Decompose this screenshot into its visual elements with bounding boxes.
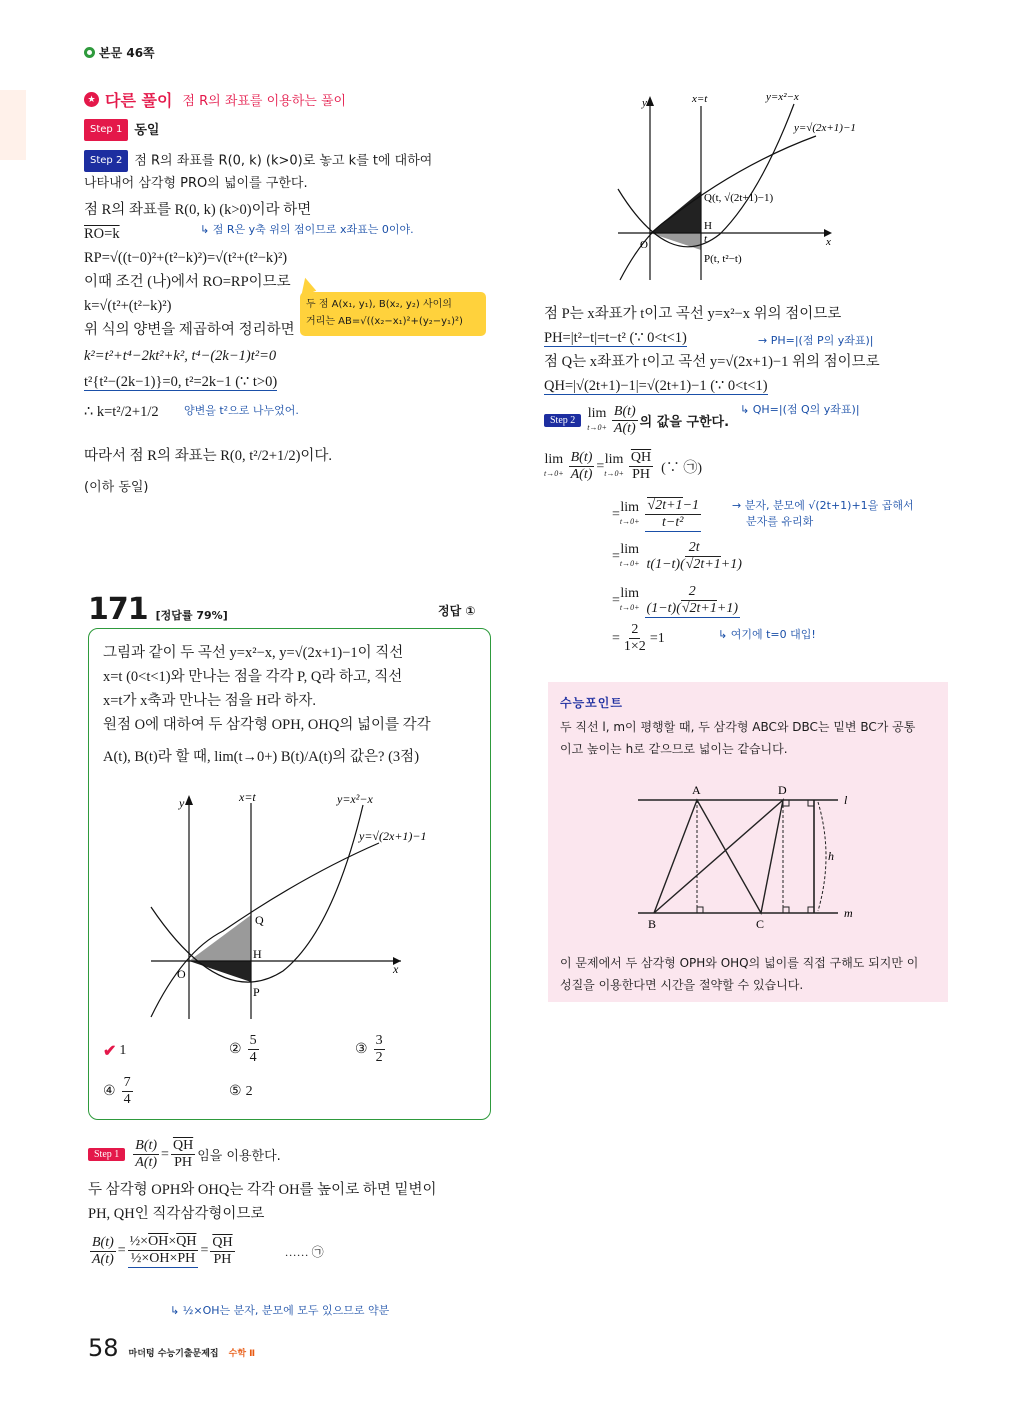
point-box: 수능포인트 두 직선 l, m이 평행할 때, 두 삼각형 ABC와 DBC는 밑변 BC가 공통 이고 높이는 h로 같으므로 넓이는 같습니다. A D B C l m h 이 문제에서 두 삼각형 OPH와 OHQ의 넓이를 직접 구해도 되지만 이 성질을 이용한다면 시간을 절약할 수 있습니다. bbox=[548, 682, 948, 1002]
star-icon: ★ bbox=[84, 92, 99, 107]
footer: 58 마더텅 수능기출문제집 수학 Ⅱ bbox=[88, 1334, 256, 1362]
svg-text:P(t, t²−t): P(t, t²−t) bbox=[704, 253, 742, 265]
math-line: 점 R의 좌표를 R(0, k) (k>0)이라 하면 bbox=[84, 202, 312, 218]
svg-text:m: m bbox=[844, 906, 853, 920]
note-r-yaxis: ↳ 점 R은 y축 위의 점이므로 x좌표는 0이야. bbox=[200, 223, 414, 236]
svg-text:x=t: x=t bbox=[239, 790, 256, 804]
distance-callout: 두 점 A(x₁, y₁), B(x₂, y₂) 사이의 거리는 AB=√((x₂−x₁)²+(y₂−y₁)²) bbox=[300, 292, 486, 336]
alt-step1: Step 1 동일 bbox=[84, 119, 159, 141]
math-line: t²{t²−(2k−1)}=0, t²=2k−1 (∵ t>0) bbox=[84, 374, 278, 390]
svg-text:H: H bbox=[253, 947, 262, 961]
problem-text: x=t (0<t<1)와 만나는 점을 각각 P, Q라 하고, 직선 bbox=[103, 669, 403, 685]
svg-text:O: O bbox=[640, 239, 648, 251]
check-icon: ✔ bbox=[103, 1043, 117, 1060]
solution-step2: Step 2 lim t→0+ $\frac{B(t)}{A(t)}$ 의 값을 구한다. bbox=[544, 404, 729, 437]
note-ph: → PH=|(점 P의 y좌표)| bbox=[758, 334, 874, 347]
math-line: k²=t²+t⁴−2kt²+k², t⁴−(2k−1)t²=0 bbox=[84, 348, 277, 364]
note-cancel: ↳ ½×OH는 분자, 분모에 모두 있으므로 약분 bbox=[170, 1304, 390, 1317]
parallel-lines-diagram bbox=[620, 774, 870, 934]
choice-3[interactable]: ③ $\frac{3}{2}$ bbox=[355, 1033, 383, 1065]
choice-1[interactable]: ✔ 1 bbox=[103, 1043, 127, 1060]
problem-text: A(t), B(t)라 할 때, lim(t→0+) B(t)/A(t)의 값은? (3점) bbox=[103, 749, 420, 765]
svg-text:B: B bbox=[648, 917, 657, 931]
problem-box bbox=[88, 628, 491, 1120]
math-line: (이하 동일) bbox=[84, 480, 149, 495]
answer-label: 정답 ① bbox=[438, 604, 476, 618]
page-ref: 본문 46쪽 bbox=[84, 44, 155, 61]
problem-graph bbox=[93, 781, 493, 1021]
problem-number: 171 [정답률 79%] bbox=[88, 592, 228, 627]
point-box-title: 수능포인트 bbox=[560, 696, 623, 710]
ratio-equation: $\frac{B(t)}{A(t)}$ = $\frac{\frac{1}{2}\times\overline{OH}\times\overline{QH}}{\frac{1}{2}\times\overline{OH}\times\overline{PH}}$ = $\frac{\overline{QH}}{PH}$ …… ㉠ bbox=[92, 1234, 324, 1267]
circle-icon bbox=[84, 47, 95, 58]
svg-text:h: h bbox=[828, 849, 834, 863]
note-rationalize: → 분자, 분모에 √(2t+1)+1을 곱해서 분자를 유리화 bbox=[732, 499, 914, 528]
svg-text:y: y bbox=[179, 796, 185, 810]
note-qh: ↳ QH=|(점 Q의 y좌표)| bbox=[740, 403, 860, 416]
choice-4[interactable]: ④ $\frac{7}{4}$ bbox=[103, 1075, 131, 1107]
note-substitute: ↳ 여기에 t=0 대입! bbox=[718, 628, 816, 641]
limit-line-1: lim t→0+ $\frac{B(t)}{A(t)}$ = lim t→0+ $\frac{\overline{QH}}{PH}$ (∵ ㉠) bbox=[544, 450, 702, 482]
math-line: PH=|t²−t|=t−t² (∵ 0<t<1) bbox=[544, 330, 687, 346]
svg-text:t: t bbox=[704, 233, 708, 245]
solution-graph bbox=[610, 84, 910, 284]
svg-text:y=x²−x: y=x²−x bbox=[337, 792, 373, 806]
alt-step2-cont: 나타내어 삼각형 PRO의 넓이를 구한다. bbox=[84, 176, 308, 191]
solution-text: 두 삼각형 OPH와 OHQ는 각각 OH를 높이로 하면 밑변이 bbox=[88, 1182, 437, 1198]
math-line: ∴ k=t²/2+1/2 bbox=[84, 404, 159, 420]
step1-badge: Step 1 bbox=[84, 119, 128, 141]
limit-result: = $\frac{2}{1\times 2}$ =1 bbox=[612, 622, 665, 654]
limit-line-2: = lim t→0+ $\frac{√2t+1-1}{\text{t−t²}}$ bbox=[612, 498, 700, 530]
problem-text: 그림과 같이 두 곡선 y=x²−x, y=√(2x+1)−1이 직선 bbox=[103, 645, 404, 661]
solution-step1: Step 1 $\frac{B(t)}{A(t)}$ = $\frac{\overline{QH}}{PH}$ 임을 이용한다. bbox=[88, 1138, 281, 1171]
svg-text:O: O bbox=[177, 967, 186, 981]
choice-2[interactable]: ② $\frac{5}{4}$ bbox=[229, 1033, 257, 1065]
svg-text:y=√(2x+1)−1: y=√(2x+1)−1 bbox=[359, 829, 427, 843]
svg-text:y=√(2x+1)−1: y=√(2x+1)−1 bbox=[794, 122, 856, 134]
math-line: 이때 조건 (나)에서 RO=RP이므로 bbox=[84, 274, 291, 290]
problem-text: 원점 O에 대하여 두 삼각형 OPH, OHQ의 넓이를 각각 bbox=[103, 717, 431, 733]
alt-step2: Step 2 점 R의 좌표를 R(0, k) (k>0)로 놓고 k를 t에 대하여 bbox=[84, 150, 432, 172]
math-line: k=√(t²+(t²−k)²) bbox=[84, 298, 172, 314]
math-line: 위 식의 양변을 제곱하여 정리하면 bbox=[84, 322, 295, 338]
step2-badge: Step 2 bbox=[84, 150, 128, 172]
page-number: 58 bbox=[88, 1334, 119, 1362]
svg-text:x: x bbox=[393, 962, 399, 976]
limit-line-3: = lim t→0+ $\frac{2t}{t(1-t)(√2t+1+1)}$ bbox=[612, 540, 742, 572]
alt-solution-title: ★ 다른 풀이 점 R의 좌표를 이용하는 풀이 bbox=[84, 88, 346, 111]
svg-text:Q: Q bbox=[255, 913, 264, 927]
note-divide: 양변을 t²으로 나누었어. bbox=[184, 404, 299, 417]
math-line: QH=|√(2t+1)−1|=√(2t+1)−1 (∵ 0<t<1) bbox=[544, 378, 768, 394]
math-line: RO=k bbox=[84, 226, 120, 242]
limit-line-4: = lim t→0+ $\frac{2}{(1-t)(√2t+1+1)}$ bbox=[612, 584, 738, 616]
solution-text: PH, QH인 직각삼각형이므로 bbox=[88, 1206, 265, 1222]
svg-text:x: x bbox=[826, 236, 831, 248]
svg-text:y: y bbox=[642, 97, 647, 109]
svg-text:x=t: x=t bbox=[692, 93, 708, 105]
choice-5[interactable]: ⑤ 2 bbox=[229, 1083, 253, 1099]
math-line: 점 P는 x좌표가 t이고 곡선 y=x²−x 위의 점이므로 bbox=[544, 306, 842, 322]
svg-text:A: A bbox=[692, 783, 701, 797]
svg-text:C: C bbox=[756, 917, 765, 931]
svg-text:H: H bbox=[704, 220, 712, 232]
svg-text:D: D bbox=[778, 783, 787, 797]
svg-text:y=x²−x: y=x²−x bbox=[766, 91, 799, 103]
problem-text: x=t가 x축과 만나는 점을 H라 하자. bbox=[103, 693, 317, 709]
math-line: 따라서 점 R의 좌표는 R(0, t²/2+1/2)이다. bbox=[84, 448, 333, 464]
svg-text:l: l bbox=[844, 793, 848, 807]
svg-text:P: P bbox=[253, 985, 260, 999]
math-line: 점 Q는 x좌표가 t이고 곡선 y=√(2x+1)−1 위의 점이므로 bbox=[544, 354, 880, 370]
math-line: RP=√((t−0)²+(t²−k)²)=√(t²+(t²−k)²) bbox=[84, 250, 288, 266]
svg-text:Q(t, √(2t+1)−1): Q(t, √(2t+1)−1) bbox=[704, 192, 774, 204]
margin-decoration bbox=[0, 90, 26, 160]
